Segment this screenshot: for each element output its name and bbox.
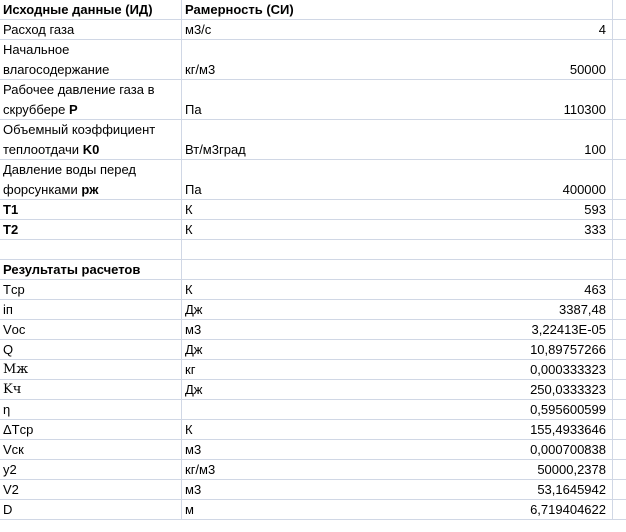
name-line1: Начальное влагосодержание (3, 42, 110, 77)
unit-text: м3 (185, 482, 202, 497)
unit-value-cell[interactable] (182, 400, 613, 419)
cell-c-empty[interactable] (613, 200, 625, 219)
cell-c-empty[interactable] (613, 460, 625, 479)
table-row (0, 40, 626, 80)
unit-value-cell[interactable] (182, 220, 613, 239)
table-row (0, 440, 626, 460)
value-text: 400000 (562, 182, 606, 197)
param-name-cell[interactable]: Расход газа (0, 20, 182, 39)
param-name-cell[interactable] (0, 80, 182, 119)
unit-text: Вт/м3град (185, 142, 246, 157)
unit-value-cell[interactable] (182, 40, 613, 79)
unit-text: Па (185, 182, 202, 197)
unit-value-cell[interactable] (182, 320, 613, 339)
param-name-cell[interactable]: Vос (0, 320, 182, 339)
value-text: 50000 (569, 62, 606, 77)
name-line1: Объемный коэффициент (3, 122, 156, 137)
cell-c-empty[interactable] (613, 220, 625, 239)
table-row (0, 20, 626, 40)
cell-c-empty[interactable] (613, 480, 625, 499)
unit-text: Дж (185, 382, 203, 397)
value-text: 100 (584, 142, 606, 157)
table-row (0, 220, 626, 240)
cell-c-empty[interactable] (613, 380, 625, 399)
unit-value-cell[interactable] (182, 300, 613, 319)
cell-c-empty[interactable] (613, 240, 625, 259)
unit-value-cell[interactable] (182, 360, 613, 379)
table-row (0, 460, 626, 480)
empty-row (0, 240, 626, 260)
value-text: 463 (584, 282, 606, 297)
table-row (0, 300, 626, 320)
value-text: 155,4933646 (530, 422, 606, 437)
name-line2: теплоотдачи (3, 142, 83, 157)
unit-text: кг (185, 362, 196, 377)
unit-text: Дж (185, 342, 203, 357)
symbol-text: pж (81, 182, 99, 197)
unit-text: К (185, 202, 193, 217)
unit-value-cell[interactable] (182, 280, 613, 299)
param-name-cell[interactable]: Kч (0, 380, 182, 399)
value-text: 0,000333323 (530, 362, 606, 377)
value-text: 0,000700838 (530, 442, 606, 457)
value-text: 53,1645942 (537, 482, 606, 497)
unit-text: м (185, 502, 194, 517)
cell-c-empty[interactable] (613, 440, 625, 459)
name-line2: скруббере (3, 102, 69, 117)
value-text: 333 (584, 222, 606, 237)
value-text: 0,595600599 (530, 402, 606, 417)
unit-text: К (185, 282, 193, 297)
value-text: 3,22413E-05 (531, 322, 606, 337)
param-name-cell[interactable]: y2 (0, 460, 182, 479)
param-name-cell[interactable]: Q (0, 340, 182, 359)
value-text: 50000,2378 (537, 462, 606, 477)
param-name-cell[interactable]: V2 (0, 480, 182, 499)
value-text: 6,719404622 (530, 502, 606, 517)
empty-cell[interactable] (0, 240, 182, 259)
unit-value-cell[interactable] (182, 20, 613, 39)
param-name-cell[interactable]: T1 (0, 200, 182, 219)
unit-text: м3/с (185, 22, 212, 37)
table-row (0, 420, 626, 440)
param-name-cell[interactable]: Tср (0, 280, 182, 299)
table-row (0, 320, 626, 340)
unit-value-cell[interactable] (182, 380, 613, 399)
header-row (0, 0, 626, 20)
param-name-cell[interactable]: Vск (0, 440, 182, 459)
table-row (0, 200, 626, 220)
cell-c-empty[interactable] (613, 20, 625, 39)
value-text: 110300 (563, 102, 606, 117)
table-row (0, 360, 626, 380)
param-name-cell[interactable] (0, 40, 182, 79)
table-row (0, 340, 626, 360)
param-name-cell[interactable] (0, 160, 182, 199)
table-row (0, 380, 626, 400)
table-row (0, 160, 626, 200)
table-row (0, 280, 626, 300)
symbol-text: P (68, 102, 78, 117)
name-line2: форсунками (3, 182, 82, 197)
cell-c-empty[interactable] (613, 260, 625, 279)
cell-c-empty[interactable] (613, 500, 625, 519)
header-b-text: Рамерность (СИ) (185, 2, 294, 17)
param-name-cell[interactable]: D (0, 500, 182, 519)
cell-c-empty[interactable] (613, 360, 625, 379)
header-cell-a[interactable]: Исходные данные (ИД) (0, 0, 182, 19)
value-text: 3387,48 (559, 302, 606, 317)
unit-value-cell[interactable] (182, 460, 613, 479)
unit-value-cell[interactable] (182, 120, 613, 159)
unit-text: м3 (185, 322, 202, 337)
empty-cell[interactable] (182, 260, 613, 279)
unit-text: кг/м3 (185, 62, 216, 77)
table-row (0, 500, 626, 520)
symbol-text: K0 (82, 142, 100, 157)
cell-c-empty[interactable] (613, 120, 625, 159)
param-name-cell[interactable]: Mж (0, 360, 182, 379)
value-text: 593 (584, 202, 606, 217)
cell-c-empty[interactable] (613, 160, 625, 199)
cell-c-empty[interactable] (613, 340, 625, 359)
param-name-cell[interactable]: ΔTср (0, 420, 182, 439)
results-header-cell[interactable]: Результаты расчетов (0, 260, 182, 279)
cell-c-empty[interactable] (613, 400, 625, 419)
unit-text: Дж (185, 302, 203, 317)
param-name-cell[interactable]: η (0, 400, 182, 419)
param-name-cell[interactable] (0, 120, 182, 159)
param-name-cell[interactable]: T2 (0, 220, 182, 239)
unit-text: К (185, 222, 193, 237)
unit-text: Па (185, 102, 202, 117)
empty-cell[interactable] (182, 240, 613, 259)
table-row (0, 80, 626, 120)
unit-text: кг/м3 (185, 462, 216, 477)
header-cell-b[interactable] (182, 0, 613, 19)
results-header-row (0, 260, 626, 280)
cell-c-empty[interactable] (613, 80, 625, 119)
unit-value-cell[interactable] (182, 480, 613, 499)
cell-c-empty[interactable] (613, 420, 625, 439)
unit-value-cell[interactable] (182, 160, 613, 199)
unit-text: м3 (185, 442, 202, 457)
cell-c-empty[interactable] (613, 0, 625, 19)
unit-value-cell[interactable] (182, 80, 613, 119)
cell-c-empty[interactable] (613, 40, 625, 79)
unit-value-cell[interactable] (182, 500, 613, 519)
value-text: 4 (598, 22, 606, 37)
name-line1: Давление воды перед (3, 162, 137, 177)
unit-value-cell[interactable] (182, 440, 613, 459)
cell-c-empty[interactable] (613, 320, 625, 339)
cell-c-empty[interactable] (613, 300, 625, 319)
name-line1: Рабочее давление газа в (3, 82, 155, 97)
unit-text: К (185, 422, 193, 437)
table-row (0, 480, 626, 500)
param-name-cell[interactable]: iп (0, 300, 182, 319)
unit-value-cell[interactable] (182, 200, 613, 219)
table-row (0, 400, 626, 420)
table-row (0, 120, 626, 160)
value-text: 10,89757266 (530, 342, 606, 357)
cell-c-empty[interactable] (613, 280, 625, 299)
unit-value-cell[interactable] (182, 420, 613, 439)
unit-value-cell[interactable] (182, 340, 613, 359)
value-text: 250,0333323 (530, 382, 606, 397)
